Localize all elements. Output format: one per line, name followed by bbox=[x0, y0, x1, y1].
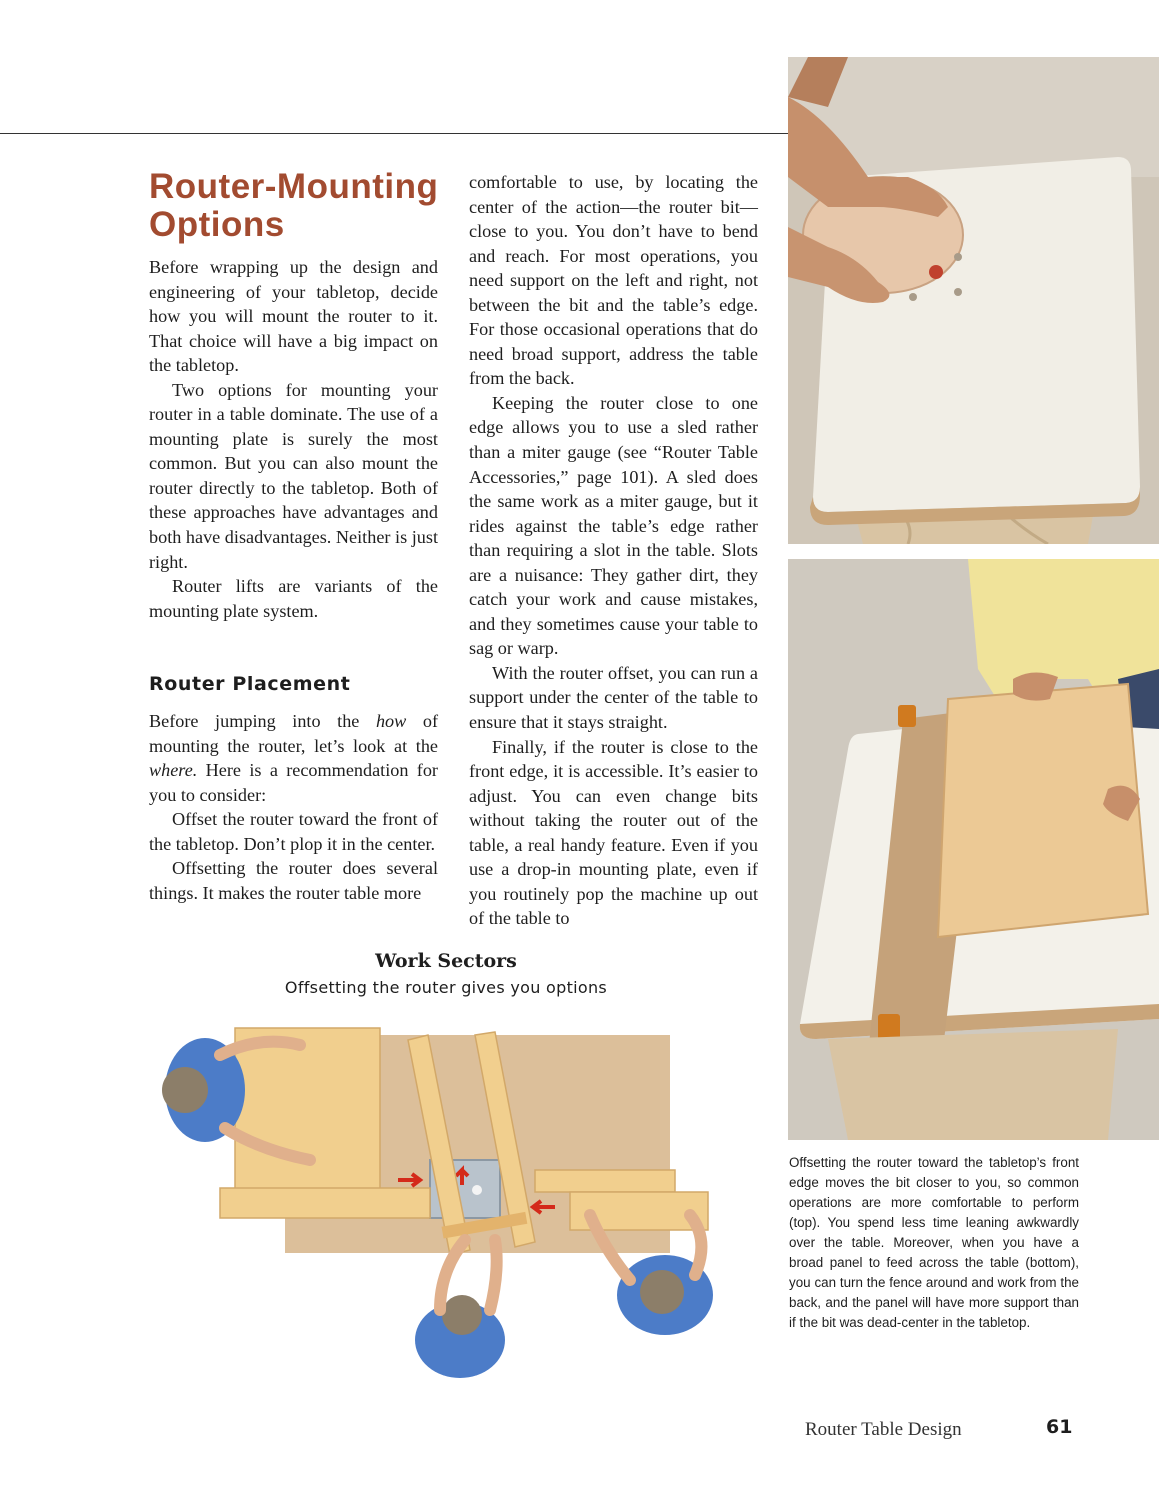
header-rule bbox=[0, 133, 790, 134]
right-board bbox=[535, 1170, 675, 1192]
paragraph: Before jumping into the how of mounting the router, let’s look at the where. Here is a recommendation for you to consider: bbox=[149, 711, 438, 805]
column-2 bbox=[469, 170, 758, 931]
paragraph: Offset the router toward the front of the tabletop. Don’t plop it in the center. bbox=[149, 809, 438, 854]
paragraph: With the router offset, you can run a support under the center of the table to ensure that it stays straight. bbox=[469, 662, 758, 733]
section-heading: Router-Mounting Options bbox=[149, 167, 439, 244]
work-sectors-illustration bbox=[150, 1010, 755, 1395]
paragraph: Router lifts are variants of the mounting plate system. bbox=[149, 576, 438, 621]
paragraph: Two options for mounting your router in a table dominate. The use of a mounting plate is surely the most common. But you can also mount the router directly to the tabletop. Both of these approaches have advantages and both have disadvantages. Neither is just right. bbox=[149, 379, 438, 572]
left-panel bbox=[235, 1028, 380, 1193]
photo-caption: Offsetting the router toward the tabletop’s front edge moves the bit closer to you, so common operations are more comfortable to perform (top). You spend less time leaning awkwardly over the table. Moreover, when you have a broad panel to feed across the table (bottom), you can turn the fence around and work from the back, and the panel will have more support than if the bit was dead-center in the tabletop. bbox=[789, 1155, 1079, 1330]
column-1-placement bbox=[149, 709, 438, 905]
left-board bbox=[220, 1188, 430, 1218]
photo-router-table-bottom bbox=[788, 559, 1159, 1140]
paragraph: Keeping the router close to one edge allows you to use a sled rather than a miter gauge (see “Router Table Accessories,” page 101). A sled does the same work as a miter gauge, but it rides against the table’s edge rather than requiring a slot in the table. Slots are a nuisance: They gather dirt, they catch your work and cause mistakes, and they sometimes cause your table to sag or warp. bbox=[469, 392, 758, 659]
page-number: 61 bbox=[1046, 1416, 1073, 1438]
paragraph: Offsetting the router does several things. It makes the router table more bbox=[149, 858, 438, 903]
column-1-intro bbox=[149, 255, 438, 623]
paragraph: comfortable to use, by locating the center of the action—the router bit—close to you. You don’t have to bend and reach. For most operations, you need support on the left and right, not between the bit and the table’s edge. For those occasional operations that do need broad support, address the table from the back. bbox=[469, 172, 758, 389]
figure-title: Work Sectors bbox=[375, 950, 517, 972]
subheading: Router Placement bbox=[149, 673, 351, 695]
photo-router-table-top bbox=[788, 57, 1159, 544]
paragraph: Before wrapping up the design and engineering of your tabletop, decide how you will mount the router to it. That choice will have a big impact on the tabletop. bbox=[149, 257, 438, 376]
running-footer: Router Table Design bbox=[805, 1419, 962, 1440]
paragraph: Finally, if the router is close to the front edge, it is accessible. It’s easier to adjust. You can even change bits without taking the router out of the table, a real handy feature. Even if you use a drop-in mounting plate, even if you routinely pop the machine up out of the table to bbox=[469, 736, 758, 929]
figure-subtitle: Offsetting the router gives you options bbox=[284, 978, 608, 997]
